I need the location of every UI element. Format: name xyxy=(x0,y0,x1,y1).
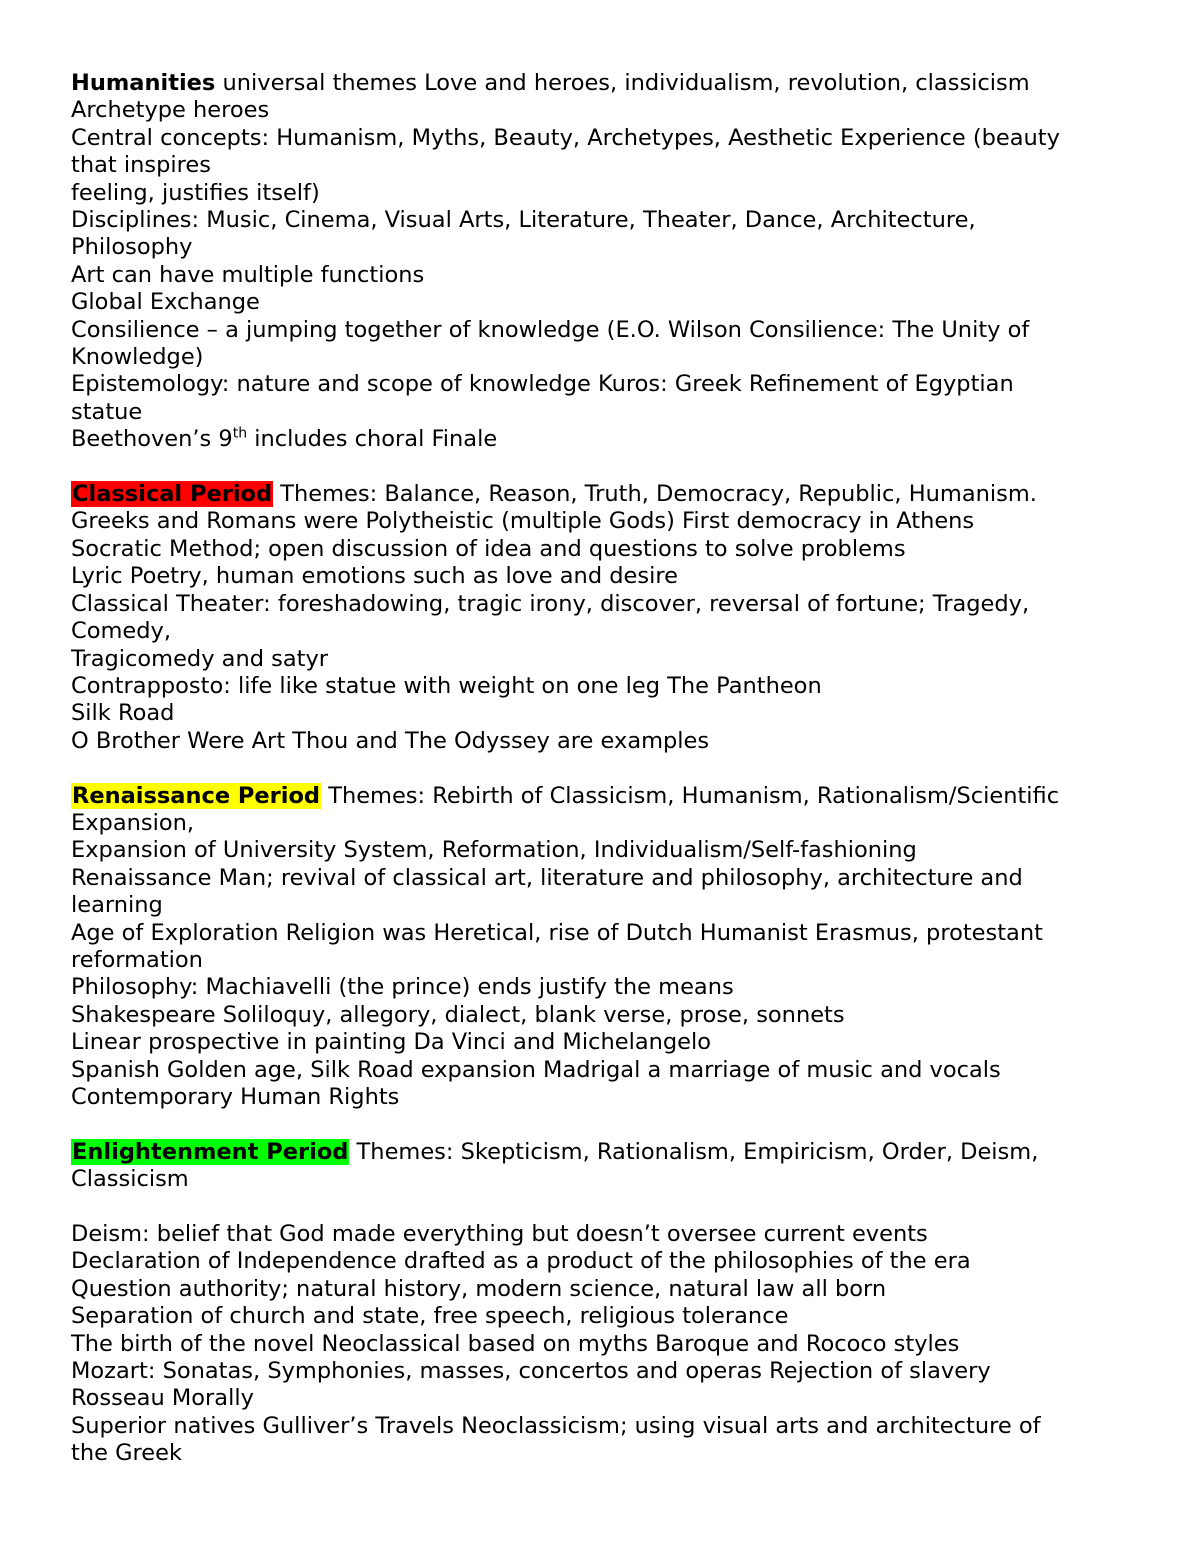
text-line: Consilience – a jumping together of knowledge (E.O. Wilson Consilience: The Unity of xyxy=(71,316,1030,343)
text-line: Classical Theater: foreshadowing, tragic irony, discover, reversal of fortune; Tragedy, xyxy=(71,590,1030,617)
humanities-heading: Humanities xyxy=(71,70,216,96)
renaissance-section xyxy=(71,783,1131,1112)
text-line: Art can have multiple functions xyxy=(71,261,425,288)
classical-heading-line xyxy=(71,481,1131,508)
ordinal-superscript: th xyxy=(232,425,248,442)
text-line: Question authority; natural history, modern science, natural law all born xyxy=(71,1275,887,1302)
spacer xyxy=(71,1111,1131,1138)
text-line: Disciplines: Music, Cinema, Visual Arts, Literature, Theater, Dance, Architecture, xyxy=(71,207,976,234)
spacer xyxy=(71,454,1131,481)
humanities-themes: universal themes Love and heroes, individualism, revolution, classicism xyxy=(215,70,1030,96)
enlightenment-themes: Themes: Skepticism, Rationalism, Empiricism, Order, Deism, xyxy=(349,1138,1039,1165)
text-line: Philosophy xyxy=(71,234,193,261)
text-line: learning xyxy=(71,892,163,919)
text-line: that inspires xyxy=(71,152,211,179)
text-line: Renaissance Man; revival of classical art, literature and philosophy, architecture and xyxy=(71,864,1023,891)
text-line: Global Exchange xyxy=(71,289,260,316)
spacer xyxy=(71,755,1131,782)
classical-section xyxy=(71,481,1131,755)
text-line: statue xyxy=(71,398,143,425)
text-line: Archetype heroes xyxy=(71,97,270,124)
text-line: Comedy, xyxy=(71,618,171,645)
text-line: Greeks and Romans were Polytheistic (multiple Gods) First democracy in Athens xyxy=(71,508,975,535)
renaissance-themes: Themes: Rebirth of Classicism, Humanism, Rationalism/Scientific xyxy=(321,782,1060,809)
document-page xyxy=(71,70,1131,1468)
text-line: Spanish Golden age, Silk Road expansion Madrigal a marriage of music and vocals xyxy=(71,1056,1001,1083)
text-line: O Brother Were Art Thou and The Odyssey are examples xyxy=(71,727,710,754)
beethoven-text-rest: includes choral Finale xyxy=(247,426,498,453)
text-line: Rosseau Morally xyxy=(71,1385,254,1412)
text-line: Knowledge) xyxy=(71,344,204,371)
text-line: Contrapposto: life like statue with weight on one leg The Pantheon xyxy=(71,672,822,699)
text-line: Epistemology: nature and scope of knowledge Kuros: Greek Refinement of Egyptian xyxy=(71,371,1014,398)
classical-heading: Classical Period xyxy=(72,481,273,508)
text-line: Expansion of University System, Reformation, Individualism/Self-fashioning xyxy=(71,837,917,864)
beethoven-line xyxy=(71,426,1131,453)
text-line: Shakespeare Soliloquy, allegory, dialect, blank verse, prose, sonnets xyxy=(71,1001,845,1028)
text-line: Silk Road xyxy=(71,700,175,727)
text-line: Contemporary Human Rights xyxy=(71,1084,400,1110)
text-line: Lyric Poetry, human emotions such as love and desire xyxy=(71,563,678,590)
text-line: Central concepts: Humanism, Myths, Beauty, Archetypes, Aesthetic Experience (beauty xyxy=(71,124,1060,151)
text-line: Separation of church and state, free speech, religious tolerance xyxy=(71,1303,789,1330)
text-line: Age of Exploration Religion was Heretical, rise of Dutch Humanist Erasmus, protestant xyxy=(71,919,1043,946)
text-line: Superior natives Gulliver’s Travels Neoclassicism; using visual arts and architecture of xyxy=(71,1412,1041,1439)
renaissance-heading-line xyxy=(71,783,1131,810)
humanities-heading-line xyxy=(71,70,1131,97)
enlightenment-section xyxy=(71,1139,1131,1468)
text-line: reformation xyxy=(71,946,203,973)
text-line: Socratic Method; open discussion of idea and questions to solve problems xyxy=(71,535,906,562)
text-line: The birth of the novel Neoclassical based on myths Baroque and Rococo styles xyxy=(71,1330,960,1357)
text-line: Declaration of Independence drafted as a product of the philosophies of the era xyxy=(71,1248,971,1275)
text-line: Tragicomedy and satyr xyxy=(71,645,329,672)
beethoven-text: Beethoven’s 9 xyxy=(71,426,233,453)
text-line: Linear prospective in painting Da Vinci and Michelangelo xyxy=(71,1029,712,1056)
text-line: Deism: belief that God made everything but doesn’t oversee current events xyxy=(71,1221,928,1247)
text-line: Expansion, xyxy=(71,809,195,836)
enlightenment-heading: Enlightenment Period xyxy=(72,1138,349,1165)
text-line: Mozart: Sonatas, Symphonies, masses, concertos and operas Rejection of slavery xyxy=(71,1358,991,1385)
text-line: Classicism xyxy=(71,1166,189,1193)
classical-themes: Themes: Balance, Reason, Truth, Democracy, Republic, Humanism. xyxy=(273,481,1037,508)
text-line: Philosophy: Machiavelli (the prince) ends justify the means xyxy=(71,974,734,1001)
text-line: feeling, justifies itself) xyxy=(71,179,320,206)
humanities-section xyxy=(71,70,1131,454)
text-line: the Greek xyxy=(71,1440,182,1467)
spacer xyxy=(71,1194,1131,1221)
renaissance-heading: Renaissance Period xyxy=(72,782,321,809)
enlightenment-heading-line xyxy=(71,1139,1131,1166)
